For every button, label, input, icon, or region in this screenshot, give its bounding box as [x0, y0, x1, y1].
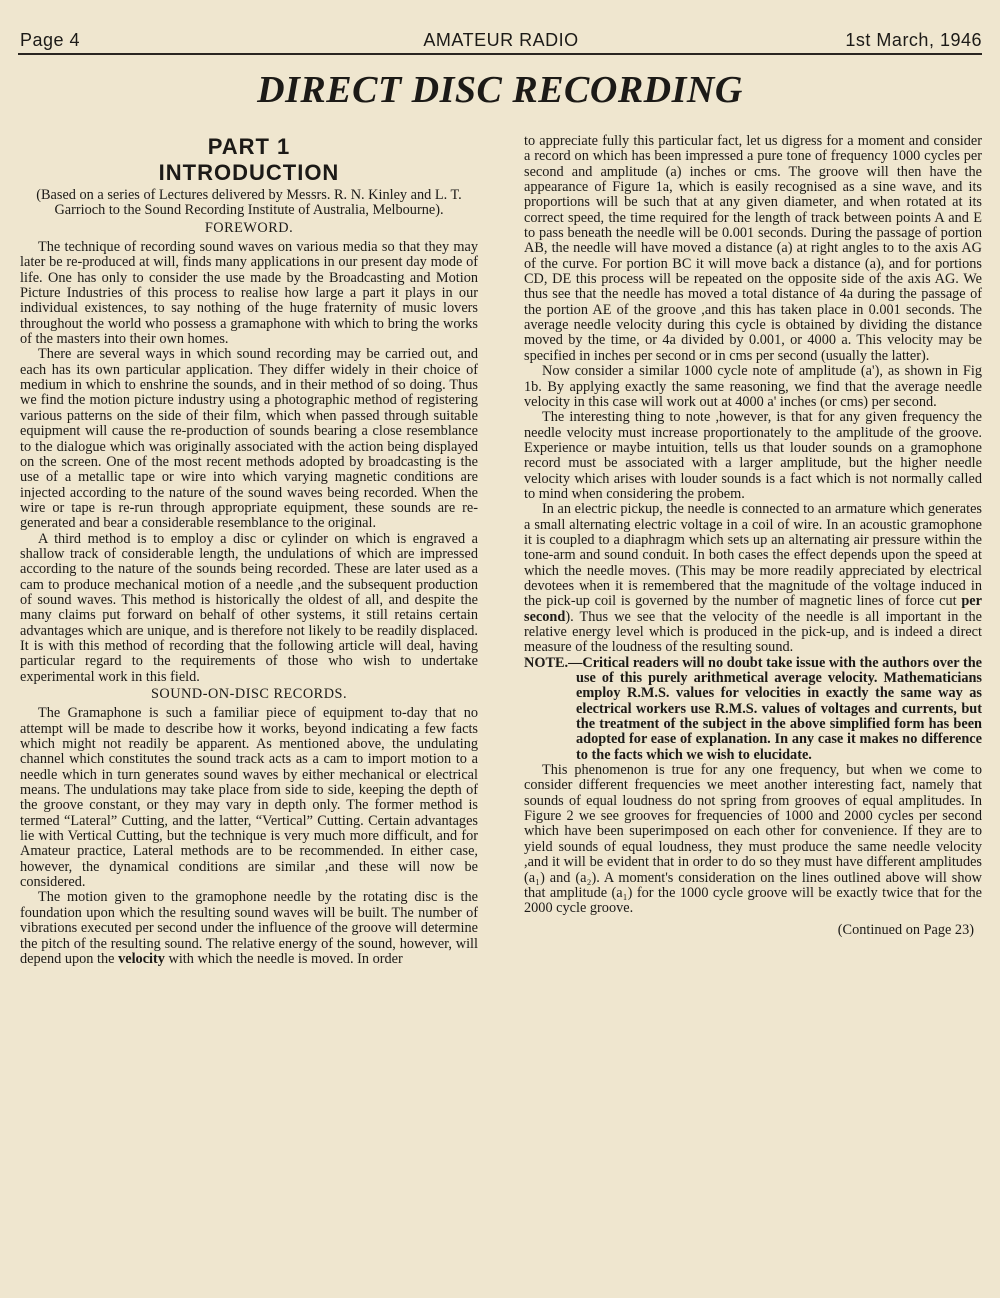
text-run: ). Thus we see that the velocity of the needle is all important in the relative energy level which is produced in the pick-up, and is indeed a direct measure of the loudness of the resulting sound. — [524, 608, 982, 656]
part-title: INTRODUCTION — [158, 160, 340, 185]
sound-on-disc-heading: SOUND-ON-DISC RECORDS. — [150, 686, 348, 702]
paragraph: Now consider a similar 1000 cycle note of amplitude (a'), as shown in Fig 1b. By applying exactly the same reasoning, we find that the average needle velocity in this case will work out at 4000 a' inches (or cms) per second. — [524, 363, 982, 410]
paragraph: There are several ways in which sound recording may be carried out, and each has its own particular application. They differ widely in their choice of medium in which to enshrine the sounds, and in their method of so doing. Thus we find the motion picture industry using a photographic method of registering various patterns on the side of their film, which when passed through suitable equipment will cause the re-production of sounds bearing a close resemblance to the dialogue which was originally associated with the action being displayed on the screen. One of the most recent methods adopted by broadcasting is the use of a metallic tape or wire into which varying magnetic conditions are injected according to the nature of the sound waves being recorded. When the wire or tape is re-run through appropriate equipment, these sounds are re-generated and bear a considerable resemblance to the original. — [20, 346, 478, 532]
publication-name: AMATEUR RADIO — [423, 30, 579, 50]
text-run: In an electric pickup, the needle is connected to an armature which generates a small alternating electric voltage in a coil of wire. In an acoustic gramophone it is coupled to a diaphragm which sets up an alternating air pressure within the tone-arm and sound conduit. In both cases the effect depends upon the speed at which the needle moves. (This may be more readily appreciated by electrical devotees when it is remembered that the magnitude of the voltage induced in the pick-up coil is governed by the number of magnetic lines of force cut — [524, 501, 982, 610]
foreword-heading: FOREWORD. — [204, 219, 294, 236]
paragraph-motion — [20, 890, 478, 967]
continued-notice: (Continued on Page 23) — [837, 921, 974, 938]
paragraph: The technique of recording sound waves on various media so that they may later be re-produced at will, finds many applications in our present day mode of life. One has only to consider the use made by the Broadcasting and Motion Picture Industries of this process to realise how large a part it plays in our individual existences, to say nothing of the huge fraternity of music lovers throughout the world who possess a gramaphone with which to bring the works of the masters into their own homes. — [20, 239, 478, 348]
bold-term: velocity — [118, 950, 165, 967]
authors-note: NOTE.—Critical readers will no doubt take issue with the authors over the use of this purely arithmetical average velocity. Mathematicians employ R.M.S. values for velocities in exactly the same way as electrical workers use R.M.S. values of voltages and currents, but the treatment of the subject in the above simplified form has been adopted for ease of explanation. In any case it makes no difference to the facts which we wish to elucidate. — [524, 654, 982, 763]
paragraph: A third method is to employ a disc or cylinder on which is engraved a shallow track of considerable length, the undulations of which are impressed according to the nature of the sounds being recorded. These are later used as a cam to produce mechanical motion of a needle ,and the subsequent production of sound waves. This method is historically the oldest of all, and despite the many claims put forward on behalf of other systems, it still retains certain advantages which are unique, and is therefore not likely to be readily displaced. It is with this method of recording that the following article will deal, having particular regard to the requirements of those who wish to undertake experimental work in this field. — [20, 530, 478, 685]
article-title: DIRECT DISC RECORDING — [257, 69, 743, 111]
paragraph: The Gramaphone is such a familiar piece of equipment to-day that no attempt will be made to describe how it works, beyond indicating a few facts which might not readily be apparent. As mentioned above, the undulating channel which constitutes the sound track acts as a cam to import motion to a needle which in turn generates sound waves by either mechanical or electrical means. The undulations may take place from side to side, keeping the depth of the groove constant, or they may vary in depth only. The former method is termed “Lateral” Cutting, and the latter, “Vertical” Cutting. Certain advantages lie with Vertical Cutting, but the technique is very much more difficult, and for Amateur practice, Lateral methods are to be recommended. In either case, however, the dynamical conditions are similar ,and these will now be considered. — [20, 705, 478, 891]
paragraph-continued: to appreciate fully this particular fact, let us digress for a moment and consider a record on which has been impressed a pure tone of frequency 1000 cycles per second and amplitude (a) inches or cms. The groove will then have the appearance of Figure 1a, which is easily recognised as a sine wave, and its proportions will be such that at any given diameter, and when rotated at its correct speed, the time required for the length of track between points A and E to pass beneath the needle will be 0.001 seconds. During the passage of portion AB, the needle will have moved a distance (a) at right angles to to the axis AG of the curve. For portion BC it will move back a distance (a), and for portions CD, DE this process will be repeated on the opposite side of the axis AG. We thus see that the needle has moved a total distance of 4a during the passage of the portion AE of the groove ,and this has taken place in 0.001 seconds. The average needle velocity during this cycle is obtained by dividing the distance moved by the time, or 4a divided by 0.001, or 4000 a. This velocity may be specified in inches per second or in cms per second (usually the latter). — [524, 133, 982, 364]
paragraph: The interesting thing to note ,however, is that for any given frequency the needle velocity must increase proportionately to the amplitude of the groove. Experience or maybe intuition, tells us that louder sounds on a gramophone record must be associated with a larger amplitude, but the higher needle velocity which arises with louder sounds is a fact which is not normally called to mind when considering the probem. — [524, 409, 982, 502]
bold-term: per second — [524, 593, 982, 625]
left-column — [20, 134, 478, 967]
right-column — [524, 134, 982, 938]
text-run: with which the needle is moved. In order — [164, 950, 403, 967]
lecture-credit: (Based on a series of Lectures delivered by Messrs. R. N. Kinley and L. T. Garrioch to the Sound Recording Institute of Australia, Melbourne). — [36, 187, 462, 219]
paragraph: This phenomenon is true for any one frequency, but when we come to consider different frequencies we meet another interesting fact, namely that sounds of equal loudness do not spring from grooves of equal amplitudes. In Figure 2 we see grooves for frequencies of 1000 and 2000 cycles per second which have been superimposed on each other for convenience. If they are to yield sounds of equal loudness, they must produce the same needle velocity ,and it will be evident that in order to do so they must have different amplitudes (a₁) and (a₂). A moment's consideration on the lines outlined above will show that amplitude (a₁) for the 1000 cycle groove will be exactly twice that for the 2000 cycle groove. — [524, 762, 982, 917]
page-number: Page 4 — [20, 30, 81, 50]
header-rule — [18, 53, 982, 55]
issue-date: 1st March, 1946 — [845, 30, 982, 50]
paragraph-pickup — [524, 502, 982, 655]
part-number: PART 1 — [207, 134, 291, 159]
running-header — [20, 26, 982, 56]
text-run: The motion given to the gramophone needle by the rotating disc is the foundation upon which the resulting sound waves will be built. The number of vibrations executed per second under the influence of the groove will determine the pitch of the resulting sound. The relative energy of the sound, however, will depend upon the — [20, 889, 478, 967]
